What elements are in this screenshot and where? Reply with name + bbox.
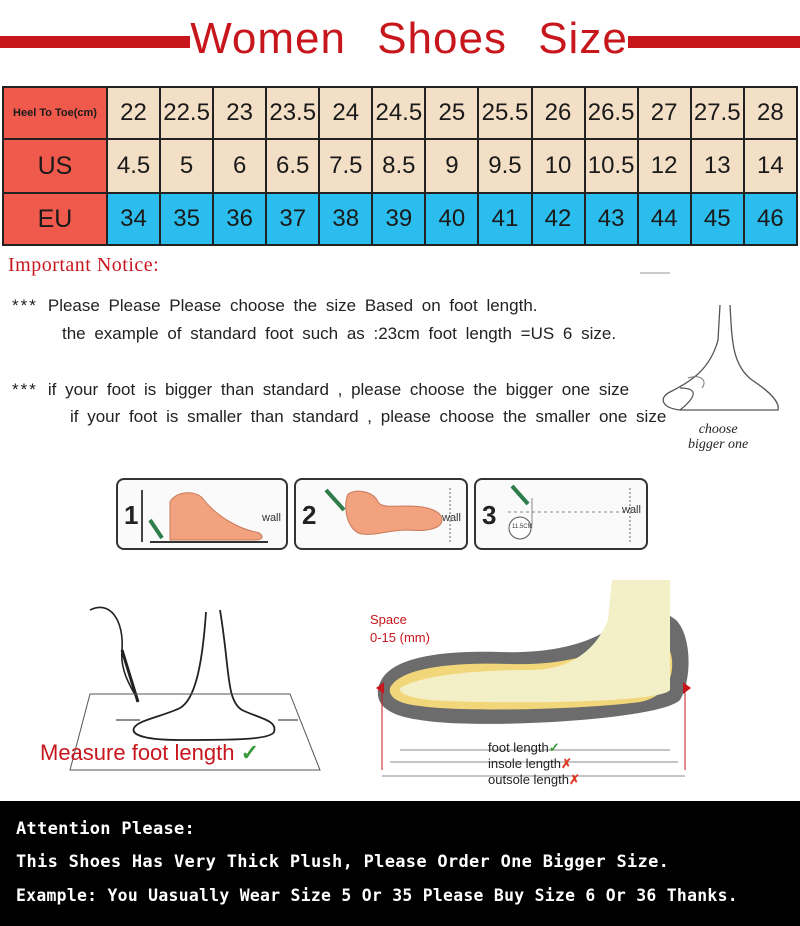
size-cell: 44 xyxy=(638,193,691,245)
size-cell: 9.5 xyxy=(478,139,531,193)
attention-title: Attention Please: xyxy=(16,819,196,839)
measure-foot-length-label: Measure foot length ✓ xyxy=(40,740,260,765)
measure-steps xyxy=(116,478,648,550)
notice-line-1: *** Please Please Please choose the size Based on foot length. xyxy=(12,296,538,315)
title-bar-right xyxy=(628,36,800,48)
size-cell: 39 xyxy=(372,193,425,245)
size-cell: 23 xyxy=(213,87,266,139)
size-cell: 42 xyxy=(532,193,585,245)
size-cell: 27.5 xyxy=(691,87,744,139)
heel-to-toe-row xyxy=(3,87,797,139)
check-icon: ✓ xyxy=(548,740,560,755)
attention-line-plush: This Shoes Has Very Thick Plush, Please Order One Bigger Size. xyxy=(16,852,670,872)
size-cell: 24 xyxy=(319,87,372,139)
size-cell: 40 xyxy=(425,193,478,245)
wall-label-1: wall xyxy=(262,512,281,524)
space-label-2: 0-15 (mm) xyxy=(370,630,430,645)
size-cell: 26 xyxy=(532,87,585,139)
wall-label-3: wall xyxy=(622,504,641,516)
eu-size-row xyxy=(3,193,797,245)
check-icon: ✓ xyxy=(240,740,260,765)
size-cell: 10.5 xyxy=(585,139,638,193)
size-cell: 22 xyxy=(107,87,160,139)
space-label-1: Space xyxy=(370,612,407,627)
size-cell: 34 xyxy=(107,193,160,245)
foot-length-label: foot length✓ xyxy=(488,740,560,755)
step-2: 2 wall xyxy=(294,478,468,550)
attention-banner xyxy=(0,801,800,926)
step-3: 3 wall 11.5CM xyxy=(474,478,648,550)
title-bar-left xyxy=(0,36,190,48)
size-cell: 6.5 xyxy=(266,139,319,193)
notice-line-2: the example of standard foot such as :23cm foot length =US 6 size. xyxy=(62,324,617,343)
notice-line-4: if your foot is smaller than standard , please choose the smaller one size xyxy=(70,407,667,426)
title-section xyxy=(0,0,800,80)
notice-stars-1: *** xyxy=(12,296,38,315)
size-cell: 5 xyxy=(160,139,213,193)
size-cell: 25.5 xyxy=(478,87,531,139)
size-cell: 28 xyxy=(744,87,797,139)
foot-sketch-illustration xyxy=(640,270,790,420)
row-header: EU xyxy=(3,193,107,245)
insole-length-label: insole length✗ xyxy=(488,756,572,771)
size-cell: 23.5 xyxy=(266,87,319,139)
size-cell: 26.5 xyxy=(585,87,638,139)
size-cell: 35 xyxy=(160,193,213,245)
size-cell: 36 xyxy=(213,193,266,245)
size-chart-table xyxy=(2,86,798,246)
size-cell: 27 xyxy=(638,87,691,139)
size-cell: 4.5 xyxy=(107,139,160,193)
wall-label-2: wall xyxy=(442,512,461,524)
size-cell: 24.5 xyxy=(372,87,425,139)
row-header: US xyxy=(3,139,107,193)
choose-bigger-note: choose bigger one xyxy=(688,422,749,452)
size-cell: 37 xyxy=(266,193,319,245)
size-cell: 43 xyxy=(585,193,638,245)
size-cell: 22.5 xyxy=(160,87,213,139)
attention-line-example: Example: You Uasually Wear Size 5 Or 35 Please Buy Size 6 Or 36 Thanks. xyxy=(16,886,738,905)
step-3-ruler-icon xyxy=(498,484,646,548)
size-cell: 46 xyxy=(744,193,797,245)
size-cell: 13 xyxy=(691,139,744,193)
size-cell: 41 xyxy=(478,193,531,245)
notice-stars-2: *** xyxy=(12,380,38,399)
notice-line-3: *** if your foot is bigger than standard , please choose the bigger one size xyxy=(12,380,630,399)
us-size-row xyxy=(3,139,797,193)
size-cell: 12 xyxy=(638,139,691,193)
cross-icon: ✗ xyxy=(568,772,580,787)
outsole-length-label: outsole length✗ xyxy=(488,772,580,787)
size-cell: 6 xyxy=(213,139,266,193)
page-title: Women Shoes Size xyxy=(190,14,628,63)
row-header: Heel To Toe(cm) xyxy=(3,87,107,139)
step-1: 1 wall xyxy=(116,478,288,550)
size-cell: 14 xyxy=(744,139,797,193)
size-cell: 45 xyxy=(691,193,744,245)
size-cell: 25 xyxy=(425,87,478,139)
ruler-label: 11.5CM xyxy=(512,524,533,530)
size-cell: 8.5 xyxy=(372,139,425,193)
notice-title: Important Notice: xyxy=(8,254,160,276)
cross-icon: ✗ xyxy=(561,756,572,771)
size-cell: 10 xyxy=(532,139,585,193)
size-cell: 9 xyxy=(425,139,478,193)
size-cell: 38 xyxy=(319,193,372,245)
size-cell: 7.5 xyxy=(319,139,372,193)
